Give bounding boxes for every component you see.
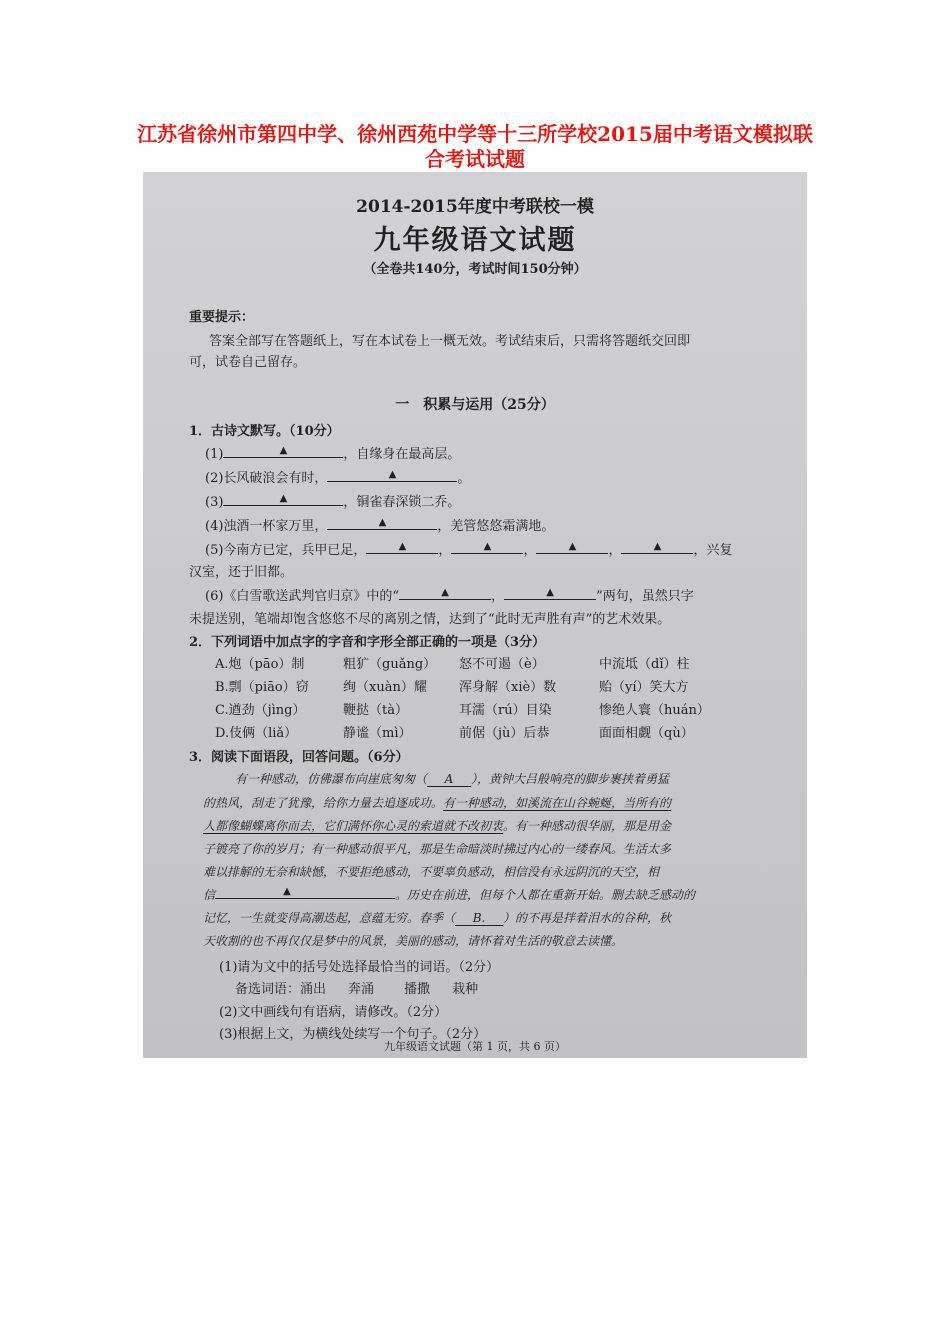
section-title: 一 积累与运用（25分） (395, 397, 555, 413)
blank-marker: ▲ (568, 541, 577, 552)
q2-option: 鞭挞（tà） (343, 703, 408, 718)
q1-text: (3) (205, 495, 224, 510)
q2-option: A.炮（pāo）制 (215, 657, 305, 672)
q3-sub-question: (2)文中画线句有语病，请修改。（2分） (219, 1005, 448, 1020)
q3-sub-question: (1)请为文中的括号处选择最恰当的词语。（2分） (219, 960, 500, 975)
answer-blank (223, 493, 343, 506)
word-option: 涌出 (300, 982, 327, 997)
q2-option: 贻（yí）笑大方 (599, 680, 689, 695)
passage-line (203, 909, 671, 926)
answer-blank (399, 587, 491, 600)
passage-line: 天收割的也不再仅仅是梦中的风景，美丽的感动，请怀着对生活的敬意去读懂。 (203, 934, 624, 948)
answer-blank (504, 587, 596, 600)
q1-text: (2)长风破浪会有时， (205, 471, 328, 486)
q2-option: D.伎俩（liǎ） (215, 726, 298, 741)
q1-text: 。 (457, 471, 471, 486)
q1-line-6b: 未提送别，笔端却饱含悠悠不尽的离别之情，达到了“此时无声胜有声”的艺术效果。 (189, 612, 671, 627)
q1-text: (5)今南方已定，兵甲已足， (205, 543, 367, 558)
word-option: 栽种 (452, 982, 479, 997)
underlined-sentence: 人都像蝴蝶离你而去，它们满怀你心灵的索道就不改初衷 (203, 819, 504, 833)
page-footer: 九年级语文试题（第 1 页，共 6 页） (384, 1040, 566, 1053)
answer-blank (536, 541, 608, 554)
q1-line-6: (6)《白雪歌送武判官归京》中的“ ▲ ， ▲ ”两句，虽然只字 (205, 587, 694, 604)
scanned-exam-page (143, 172, 807, 1058)
word-option: 播撒 (404, 982, 431, 997)
passage-text: ）的不再是拌着泪水的谷种，秋 (503, 911, 672, 925)
q1-line-3 (205, 491, 460, 510)
q1-line-4 (205, 515, 554, 534)
blank-marker: ▲ (279, 445, 288, 456)
question-3-stem: 3．阅读下面语段，回答问题。（6分） (189, 750, 409, 765)
q2-option: 耳濡（rú）目染 (459, 703, 552, 718)
passage-line (235, 770, 669, 787)
passage-text: 的热风，刮走了犹豫，给你力量去追逐成功。 (203, 796, 444, 810)
passage-line (203, 886, 695, 903)
exam-main-title: 九年级语文试题 (373, 225, 577, 256)
q2-option: 惨绝人寰（huán） (599, 703, 710, 718)
question-2-stem: 2．下列词语中加点字的字音和字形全部正确的一项是（3分） (189, 635, 546, 650)
exam-year-line: 2014-2015年度中考联校一模 (356, 197, 594, 217)
passage-text: 记忆，一生就变得高潮迭起，意蕴无穷。春季（ (203, 911, 456, 925)
answer-mark-a: A (427, 772, 471, 787)
blank-marker: ▲ (378, 517, 387, 528)
q1-line-1 (205, 443, 460, 462)
passage-line (203, 817, 671, 834)
q2-option: 绚（xuàn）耀 (343, 680, 427, 695)
q1-text: ，铜雀春深锁二乔。 (343, 495, 461, 510)
question-1-stem: 1．古诗文默写。（10分） (189, 424, 340, 439)
q1-text: (1) (205, 447, 224, 462)
q1-line-5b: 汉室，还于旧都。 (189, 565, 294, 580)
blank-marker: ▲ (546, 587, 554, 598)
q3-sub-question: (3)根据上文，为横线处续写一个句子。（2分） (219, 1027, 487, 1042)
q2-option: 怒不可遏（è） (459, 657, 545, 672)
blank-marker: ▲ (388, 469, 397, 480)
q2-option: 静谧（mì） (343, 726, 412, 741)
q1-text: (4)浊酒一杯家万里， (205, 519, 328, 534)
answer-blank (451, 541, 523, 554)
answer-mark-b: B. (455, 911, 503, 926)
q2-option: 粗犷（guǎng） (343, 657, 437, 672)
q1-line-2 (205, 467, 470, 486)
answer-blank (621, 541, 693, 554)
q2-option: B.剽（piāo）窃 (215, 680, 309, 695)
q2-option: C.遒劲（jìng） (215, 703, 306, 718)
passage-text: 信 (203, 888, 216, 902)
blank-marker: ▲ (653, 541, 662, 552)
answer-blank (223, 445, 343, 458)
passage-text: 有一种感动，仿佛瀑布向崖底匆匆（ (235, 772, 428, 786)
passage-line (203, 794, 671, 811)
q2-option: 浑身解（xiè）数 (459, 680, 557, 695)
notice-line: 答案全部写在答题纸上，写在本试卷上一概无效。考试结束后，只需将答题纸交回即 (209, 334, 691, 349)
passage-text: 。历史在前进，但每个人都在重新开始。删去缺乏感动的 (395, 888, 696, 902)
passage-text: 。有一种感动很华丽，那是用金 (503, 819, 672, 833)
q1-text: ，自缘身在最高层。 (343, 447, 461, 462)
answer-blank (366, 541, 438, 554)
q2-option: 前倨（jù）后恭 (459, 726, 550, 741)
passage-text: ），黄钟大吕般响亮的脚步裹挟着勇猛 (471, 772, 670, 786)
notice-heading: 重要提示： (189, 310, 255, 325)
word-bank-label: 备选词语： (235, 982, 301, 997)
answer-blank (327, 469, 457, 482)
answer-blank (215, 886, 395, 899)
q1-text: ”两句，虽然只字 (596, 589, 694, 604)
underlined-sentence: 有一种感动，如溪流在山谷蜿蜒，当所有的 (443, 796, 672, 810)
blank-marker: ▲ (483, 541, 492, 552)
q1-text: (6)《白雪歌送武判官归京》中的“ (205, 589, 400, 604)
q1-line-5: (5)今南方已定，兵甲已足， ▲ ， ▲ ， ▲ ， ▲ ，兴复 (205, 541, 733, 558)
exam-sub-title: （全卷共140分，考试时间150分钟） (363, 262, 587, 277)
blank-marker: ▲ (398, 541, 407, 552)
notice-line: 可，试卷自己留存。 (189, 355, 307, 370)
word-option: 奔涌 (348, 982, 375, 997)
blank-marker: ▲ (279, 493, 288, 504)
answer-blank (327, 517, 437, 530)
q2-option: 中流坻（dǐ）柱 (599, 657, 690, 672)
document-title: 江苏省徐州市第四中学、徐州西苑中学等十三所学校2015届中考语文模拟联合考试试题 (137, 122, 813, 171)
blank-marker: ▲ (441, 587, 449, 598)
passage-line: 难以排解的无奈和缺憾，不要拒绝感动，不要辜负感动，相信没有永远阴沉的天空，相 (203, 865, 660, 879)
blank-marker: ▲ (283, 886, 291, 897)
q1-text: ，兴复 (693, 543, 733, 558)
word-bank (235, 978, 478, 997)
q1-text: ，羌管悠悠霜满地。 (437, 519, 555, 534)
q2-option: 面面相觑（qù） (599, 726, 694, 741)
passage-line: 子镀亮了你的岁月；有一种感动很平凡，那是生命暗淡时拂过内心的一缕春风。生活太多 (203, 842, 672, 856)
